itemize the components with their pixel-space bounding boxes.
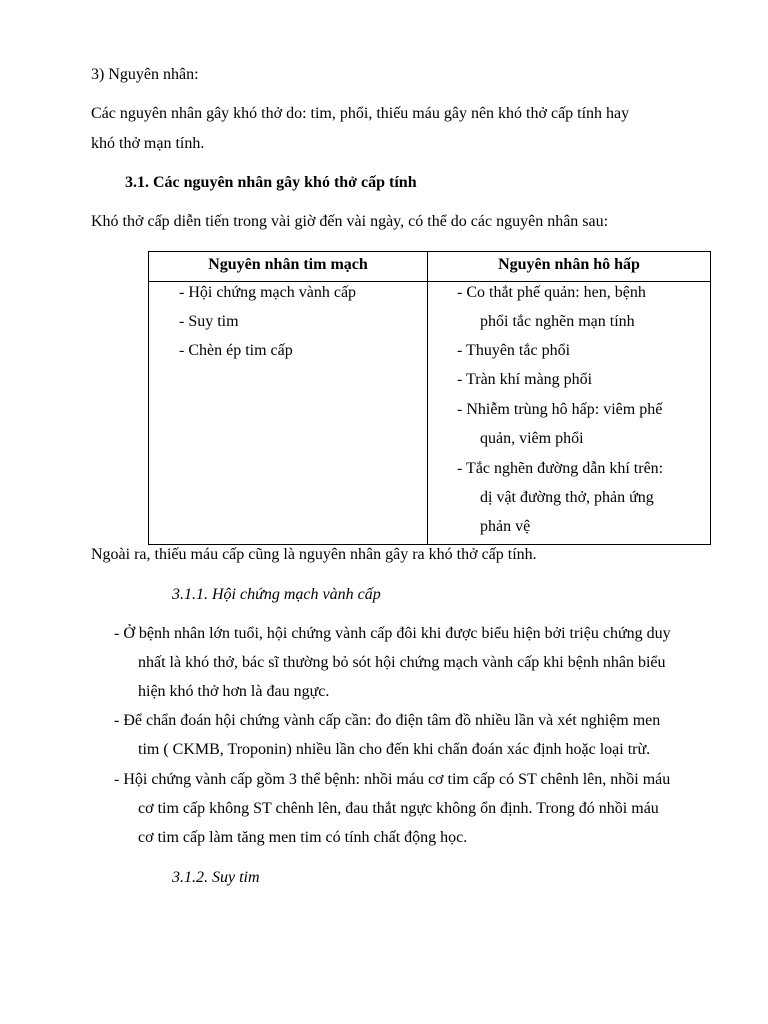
respiratory-cause-item: phổi tắc nghẽn mạn tính: [480, 313, 635, 330]
cardiac-cause-item: - Chèn ép tim cấp: [179, 342, 293, 359]
table-header-respiratory: Nguyên nhân hô hấp: [498, 256, 640, 273]
respiratory-cause-item: - Thuyên tắc phổi: [457, 342, 571, 359]
section-title-3-1-2: 3.1.2. Suy tim: [172, 869, 260, 886]
causes-table: [148, 251, 711, 545]
lead-paragraph: Khó thở cấp diễn tiến trong vài giờ đến vài ngày, có thể do các nguyên nhân sau:: [91, 213, 609, 230]
bullet-line: cơ tim cấp không ST chênh lên, đau thắt ngực không ổn định. Trong đó nhồi máu: [138, 800, 659, 817]
bullet-line: cơ tim cấp làm tăng men tim có tính chất động học.: [138, 829, 468, 846]
respiratory-cause-item: - Co thắt phế quản: hen, bệnh: [457, 284, 646, 301]
respiratory-cause-item: dị vật đường thở, phản ứng: [480, 489, 654, 506]
table-header-cardiac: Nguyên nhân tim mạch: [208, 256, 368, 273]
intro-line-1: Các nguyên nhân gây khó thở do: tim, phổi, thiếu máu gây nên khó thở cấp tính hay: [91, 105, 630, 122]
respiratory-cause-item: - Nhiễm trùng hô hấp: viêm phế: [457, 401, 663, 418]
table-column-divider: [427, 252, 428, 544]
cardiac-cause-item: - Suy tim: [179, 313, 239, 330]
respiratory-cause-item: - Tắc nghẽn đường dẫn khí trên:: [457, 460, 664, 477]
respiratory-cause-item: phản vệ: [480, 518, 531, 535]
respiratory-cause-item: quản, viêm phổi: [480, 430, 584, 447]
after-table-paragraph: Ngoài ra, thiếu máu cấp cũng là nguyên nhân gây ra khó thở cấp tính.: [91, 546, 537, 563]
bullet-line: hiện khó thở hơn là đau ngực.: [138, 683, 330, 700]
intro-line-2: khó thở mạn tính.: [91, 135, 205, 152]
section-title-3-1: 3.1. Các nguyên nhân gây khó thở cấp tính: [125, 174, 417, 191]
bullet-line: - Để chẩn đoán hội chứng vành cấp cần: đo điện tâm đồ nhiều lần và xét nghiệm men: [114, 712, 661, 729]
heading-cause: 3) Nguyên nhân:: [91, 66, 199, 83]
respiratory-cause-item: - Tràn khí màng phổi: [457, 371, 593, 388]
section-title-3-1-1: 3.1.1. Hội chứng mạch vành cấp: [172, 586, 381, 603]
bullet-line: - Hội chứng vành cấp gồm 3 thể bệnh: nhồi máu cơ tim cấp có ST chênh lên, nhồi máu: [114, 771, 671, 788]
cardiac-cause-item: - Hội chứng mạch vành cấp: [179, 284, 357, 301]
bullet-line: - Ở bệnh nhân lớn tuổi, hội chứng vành cấp đôi khi được biểu hiện bởi triệu chứng duy: [114, 625, 671, 642]
bullet-line: nhất là khó thở, bác sĩ thường bỏ sót hội chứng mạch vành cấp khi bệnh nhân biểu: [138, 654, 666, 671]
bullet-line: tim ( CKMB, Troponin) nhiều lần cho đến khi chẩn đoán xác định hoặc loại trừ.: [138, 741, 651, 758]
